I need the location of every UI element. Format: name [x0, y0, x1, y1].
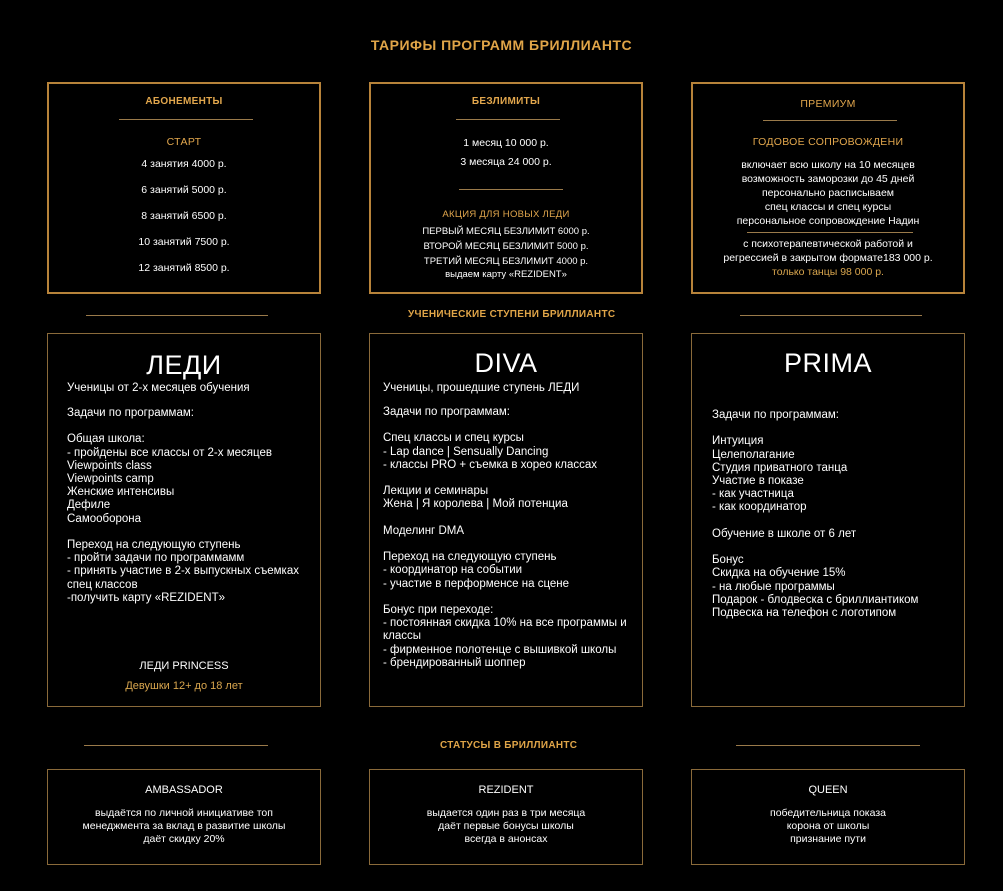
unlimited-divider-mid	[459, 189, 563, 190]
level-prima-body: Задачи по программам: Интуиция Целеполагание Студия приватного танца Участие в показе - как участница - как координатор Обучение в школе от 6 лет Бонус Скидка на обучение 15% - на любые программы Подарок - блодвеска с бриллиантиком Подвеска на телефон с логотипом	[712, 409, 919, 620]
status-queen-card	[691, 769, 965, 865]
level-diva-subtitle: Ученицы, прошедшие ступень ЛЕДИ	[383, 382, 580, 394]
unlimited-divider-top	[456, 119, 560, 120]
level-ledi-princess-text: Девушки 12+ до 18 лет	[125, 680, 243, 692]
status-queen-text: победительница показа корона от школы признание пути	[770, 807, 886, 845]
abonement-item: 6 занятий 5000 р.	[141, 184, 227, 196]
premium-card	[691, 82, 965, 294]
levels-divider-right	[740, 315, 922, 316]
level-ledi-subtitle: Ученицы от 2-х месяцев обучения	[67, 382, 250, 394]
page-title: ТАРИФЫ ПРОГРАММ БРИЛЛИАНТС	[370, 37, 633, 53]
premium-subheading: ГОДОВОЕ СОПРОВОЖДЕНИ	[752, 136, 904, 148]
abonement-item: 12 занятий 8500 р.	[138, 262, 230, 274]
premium-dance-only: только танцы 98 000 р.	[772, 266, 884, 278]
unlimited-heading: БЕЗЛИМИТЫ	[471, 96, 541, 107]
status-ambassador-text: выдаётся по личной инициативе топ менеджмента за вклад в развитие школы даёт скидку 20%	[82, 807, 286, 845]
premium-item: возможность заморозки до 45 дней	[741, 173, 915, 185]
level-ledi-card	[47, 333, 321, 707]
promo-item: ТРЕТИЙ МЕСЯЦ БЕЗЛИМИТ 4000 р.	[423, 256, 589, 267]
abonement-item: 10 занятий 7500 р.	[138, 236, 230, 248]
statuses-divider-left	[84, 745, 268, 746]
level-ledi-princess-title: ЛЕДИ PRINCESS	[139, 660, 229, 672]
premium-item: персональное сопровождение Надин	[736, 215, 920, 227]
premium-item: включает всю школу на 10 месяцев	[741, 159, 915, 171]
abonements-card	[47, 82, 321, 294]
abonements-heading: АБОНЕМЕНТЫ	[145, 96, 223, 107]
abonements-subheading: СТАРТ	[166, 136, 202, 148]
levels-divider-left	[86, 315, 268, 316]
statuses-label: СТАТУСЫ В БРИЛЛИАНТС	[440, 740, 578, 751]
levels-label: УЧЕНИЧЕСКИЕ СТУПЕНИ БРИЛЛИАНТС	[408, 309, 616, 320]
level-ledi-title: ЛЕДИ	[146, 350, 222, 380]
premium-heading: ПРЕМИУМ	[800, 98, 856, 110]
premium-item: персонально расписываем	[762, 187, 894, 199]
status-queen-title: QUEEN	[808, 784, 848, 796]
status-rezident-title: REZIDENT	[478, 784, 534, 796]
promo-item: ПЕРВЫЙ МЕСЯЦ БЕЗЛИМИТ 6000 р.	[422, 226, 590, 237]
level-diva-body: Задачи по программам: Спец классы и спец курсы - Lap dance | Sensually Dancing - классы PRO + съемка в хорео классах Лекции и семинары Жена | Я королева | Мой потенциа Моделинг DMA Переход на следующую ступень - координатор на событии - участие в перформенсе на сцене Бонус при переходе: - постоянная скидка 10% на все программы и классы - фирменное полотенце с вышивкой школы - брендированный шоппер	[383, 406, 627, 669]
level-diva-card	[369, 333, 643, 707]
unlimited-item: 3 месяца 24 000 р.	[460, 156, 552, 168]
status-rezident-text: выдается один раз в три месяца даёт первые бонусы школы всегда в анонсах	[426, 807, 586, 845]
unlimited-card	[369, 82, 643, 294]
promo-item: ВТОРОЙ МЕСЯЦ БЕЗЛИМИТ 5000 р.	[423, 241, 589, 252]
level-ledi-body: Задачи по программам: Общая школа: - пройдены все классы от 2-х месяцев Viewpoints class Viewpoints camp Женские интенсивы Дефиле Самооборона Переход на следующую ступень - пройти задачи по программамм - принять участие в 2-х выпускных съемках спец классов -получить карту «REZIDENT»	[67, 407, 299, 604]
premium-extra: регрессией в закрытом формате183 000 р.	[723, 252, 933, 264]
premium-divider-mid	[747, 232, 913, 233]
premium-extra: с психотерапевтической работой и	[743, 238, 913, 250]
level-prima-card	[691, 333, 965, 707]
status-ambassador-card	[47, 769, 321, 865]
promo-item: выдаем карту «REZIDENT»	[445, 269, 567, 280]
unlimited-item: 1 месяц 10 000 р.	[463, 137, 549, 149]
status-rezident-card	[369, 769, 643, 865]
statuses-divider-right	[736, 745, 920, 746]
premium-item: спец классы и спец курсы	[764, 201, 892, 213]
premium-divider	[763, 120, 897, 121]
abonement-item: 4 занятия 4000 р.	[141, 158, 227, 170]
status-ambassador-title: AMBASSADOR	[145, 784, 223, 796]
level-diva-title: DIVA	[474, 348, 538, 378]
abonement-item: 8 занятий 6500 р.	[141, 210, 227, 222]
abonements-divider	[119, 119, 253, 120]
unlimited-promo-heading: АКЦИЯ ДЛЯ НОВЫХ ЛЕДИ	[442, 209, 570, 220]
level-prima-title: PRIMA	[783, 348, 872, 378]
